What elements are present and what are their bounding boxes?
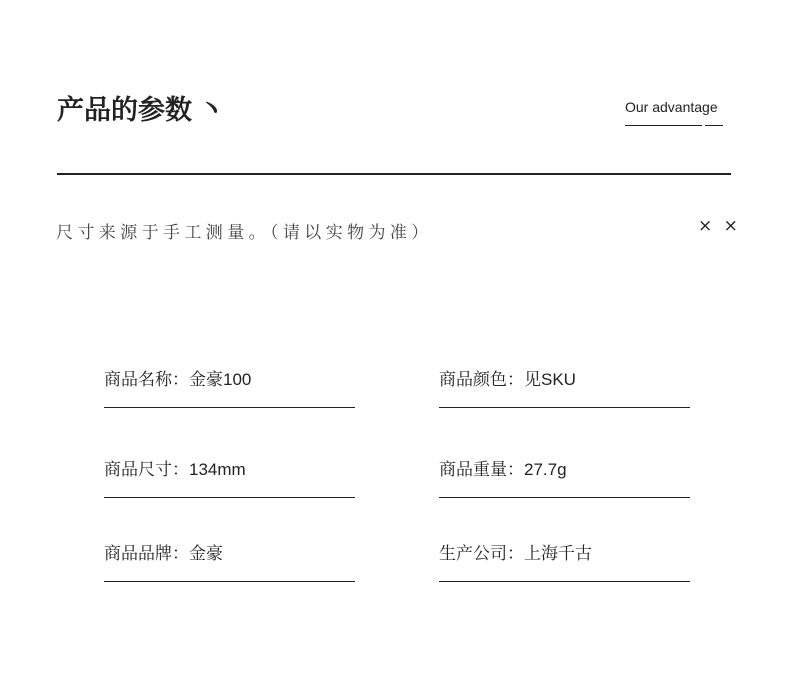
spec-color	[439, 365, 576, 390]
cross-marks: × ×	[698, 216, 741, 236]
spec-value: 金豪100	[189, 370, 252, 389]
spec-underline	[439, 497, 690, 498]
spec-value: 27.7g	[524, 460, 567, 479]
advantage-underline	[625, 125, 702, 126]
measurement-note: 尺寸来源于手工测量。（请以实物为准）	[56, 223, 433, 243]
header-divider	[57, 173, 731, 175]
spec-value: 上海千古	[524, 544, 592, 563]
page-title	[57, 88, 225, 127]
spec-label: 生产公司：	[439, 544, 524, 564]
spec-value: 见SKU	[524, 370, 576, 389]
spec-underline	[439, 581, 690, 582]
spec-label: 商品品牌：	[104, 544, 189, 564]
advantage-underline-short	[705, 125, 723, 126]
spec-size	[104, 455, 246, 480]
spec-weight	[439, 455, 567, 480]
spec-value: 金豪	[189, 544, 223, 563]
spec-underline	[104, 497, 355, 498]
spec-name	[104, 365, 251, 390]
spec-label: 商品名称：	[104, 370, 189, 390]
spec-company	[439, 539, 592, 564]
spec-underline	[104, 407, 355, 408]
spec-brand	[104, 539, 223, 564]
spec-underline	[439, 407, 690, 408]
page-title-text: 产品的参数	[57, 95, 192, 126]
spec-underline	[104, 581, 355, 582]
spec-value: 134mm	[189, 460, 246, 479]
spec-label: 商品重量：	[439, 460, 524, 480]
spec-label: 商品尺寸：	[104, 460, 189, 480]
spec-label: 商品颜色：	[439, 370, 524, 390]
our-advantage-label: Our advantage	[625, 99, 718, 115]
title-mark: 丶	[198, 95, 225, 126]
